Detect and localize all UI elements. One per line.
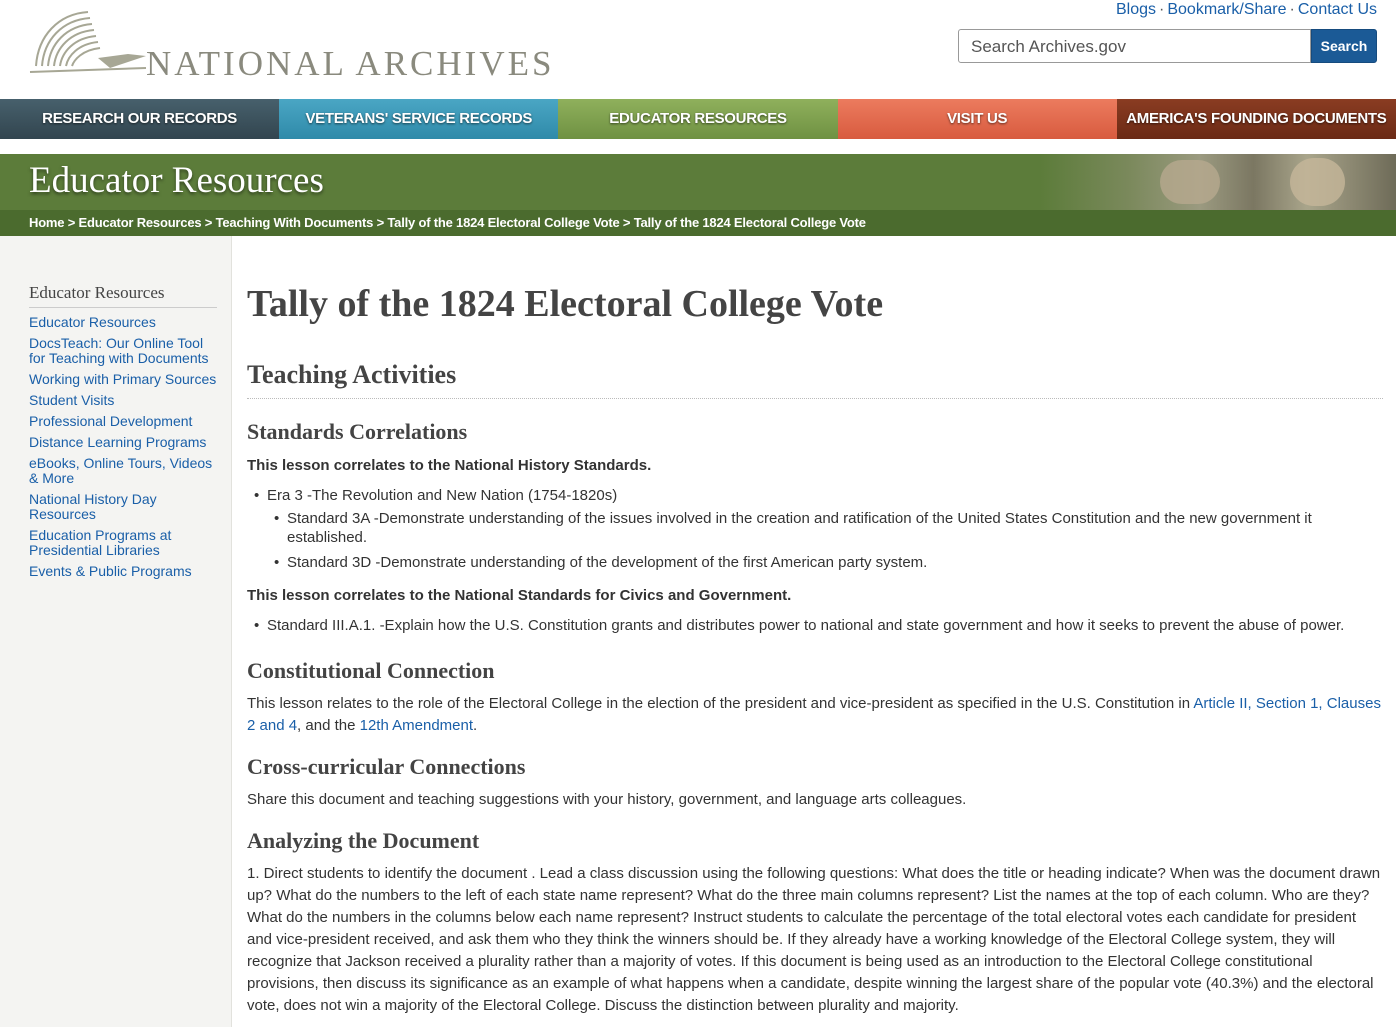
sidebar-item-presidential-libraries[interactable]: Education Programs at Presidential Libraries: [29, 527, 172, 558]
analyzing-heading: Analyzing the Document: [247, 828, 480, 853]
breadcrumb-bar: [0, 210, 1396, 236]
breadcrumb-tally-parent[interactable]: Tally of the 1824 Electoral College Vote: [387, 215, 620, 230]
nav-educator-resources[interactable]: EDUCATOR RESOURCES: [558, 99, 837, 139]
eagle-logo-icon: [28, 6, 148, 78]
constitutional-text: [247, 693, 1383, 737]
constitutional-text-middle: , and the: [297, 717, 360, 734]
sidebar-item-ebooks-tours-videos[interactable]: eBooks, Online Tours, Videos & More: [29, 455, 213, 486]
students-photo: [1040, 154, 1396, 210]
sidebar-item-docsteach[interactable]: DocsTeach: Our Online Tool for Teaching with Documents: [29, 335, 209, 366]
constitutional-heading: Constitutional Connection: [247, 658, 495, 683]
section-banner: [0, 154, 1396, 236]
separator: ·: [1289, 1, 1295, 18]
constitutional-text-after: .: [473, 717, 478, 734]
logo-text: NATIONAL ARCHIVES: [146, 44, 555, 83]
sidebar-item-educator-resources[interactable]: Educator Resources: [29, 314, 156, 330]
breadcrumb-educator-resources[interactable]: Educator Resources: [78, 215, 202, 230]
site-header: [0, 0, 1396, 99]
constitutional-text-before: This lesson relates to the role of the Electoral College in the election of the president and vice-president as specified in the U.S. Constitution in: [247, 695, 1194, 712]
page-title: Tally of the 1824 Electoral College Vote: [247, 283, 884, 325]
sidebar-item-professional-development[interactable]: Professional Development: [29, 413, 193, 429]
standard-civics-item: • Standard III.A.1. -Explain how the U.S. Constitution grants and distributes power to national and state government and how it seeks to prevent the abuse of power.: [267, 616, 1377, 635]
era-3-item: • Era 3 -The Revolution and New Nation (1754-1820s): [267, 486, 1367, 505]
bookmark-share-link[interactable]: Bookmark/Share: [1167, 1, 1287, 18]
standard-3d-item: • Standard 3D -Demonstrate understanding of the development of the first American party system.: [287, 553, 1367, 572]
standard-3a-item: • Standard 3A -Demonstrate understanding of the issues involved in the creation and ratification of the United States Constitution and the new government it established.: [287, 509, 1367, 547]
sidebar-heading: Educator Resources: [29, 283, 217, 308]
search-button[interactable]: Search: [1311, 29, 1377, 63]
sidebar-item-student-visits[interactable]: Student Visits: [29, 392, 115, 408]
contact-us-link[interactable]: Contact Us: [1297, 1, 1377, 18]
breadcrumb-home[interactable]: Home: [29, 215, 65, 230]
photo-figure: [1290, 158, 1345, 206]
12th-amendment-link[interactable]: 12th Amendment: [359, 717, 474, 734]
sidebar-item-primary-sources[interactable]: Working with Primary Sources: [29, 371, 217, 387]
nav-veterans-service-records[interactable]: VETERANS' SERVICE RECORDS: [279, 99, 558, 139]
nav-americas-founding-documents[interactable]: AMERICA'S FOUNDING DOCUMENTS: [1117, 99, 1396, 139]
cross-curricular-heading: Cross-curricular Connections: [247, 754, 526, 779]
blogs-link[interactable]: Blogs: [1116, 1, 1157, 18]
search-input[interactable]: Search Archives.gov: [958, 29, 1311, 63]
breadcrumb-current: Tally of the 1824 Electoral College Vote: [633, 215, 866, 230]
civics-intro: This lesson correlates to the National Standards for Civics and Government.: [247, 587, 792, 604]
sidebar-item-national-history-day[interactable]: National History Day Resources: [29, 491, 157, 522]
sidebar-list: [29, 315, 221, 585]
section-title: Educator Resources: [29, 160, 324, 201]
breadcrumb-teaching-with-documents[interactable]: Teaching With Documents: [215, 215, 374, 230]
cross-curricular-text: Share this document and teaching suggestions with your history, government, and language arts colleagues.: [247, 791, 967, 808]
sidebar-item-distance-learning[interactable]: Distance Learning Programs: [29, 434, 207, 450]
nav-visit-us[interactable]: VISIT US: [838, 99, 1117, 139]
standards-heading: Standards Correlations: [247, 419, 468, 444]
breadcrumb-separator: >: [64, 215, 79, 230]
national-archives-logo[interactable]: [28, 6, 558, 84]
utility-links: [1116, 1, 1377, 19]
article-ii-link[interactable]: Article II, Section 1, Clauses 2 and 4: [247, 695, 1381, 734]
sidebar: [0, 236, 232, 1027]
breadcrumb-separator: >: [373, 215, 388, 230]
nav-research-our-records[interactable]: RESEARCH OUR RECORDS: [0, 99, 279, 139]
main-nav: [0, 99, 1396, 139]
analyzing-text: 1. Direct students to identify the document . Lead a class discussion using the following questions: What does the title or heading indicate? When was the document drawn up? What do the numbers to the left of each state name represent? What do the three main columns represent? List the names at the top of each column. Who are they? What do the numbers in the columns below each name represent? Instruct students to calculate the percentage of the total electoral votes each candidate for president and vice-president received, and ask them who they think the winners should be. If they already have a working knowledge of the Electoral College system, they will recognize that Jackson received a plurality rather than a majority of votes. If this document is being used as an introduction to the Electoral College constitutional provisions, then discuss its significance as an example of what happens when a candidate, despite winning the largest share of the popular vote (40.3%) and the electoral vote, does not win a majority of the Electoral College. Discuss the distinction between plurality and majority.: [247, 865, 1381, 1014]
nhs-intro: This lesson correlates to the National History Standards.: [247, 457, 652, 474]
photo-figure: [1160, 160, 1220, 204]
teaching-activities-heading: Teaching Activities: [247, 360, 1383, 399]
breadcrumb-separator: >: [619, 215, 634, 230]
separator: ·: [1159, 1, 1165, 18]
breadcrumb-separator: >: [201, 215, 216, 230]
sidebar-item-events-programs[interactable]: Events & Public Programs: [29, 563, 192, 579]
breadcrumb: [29, 215, 866, 230]
